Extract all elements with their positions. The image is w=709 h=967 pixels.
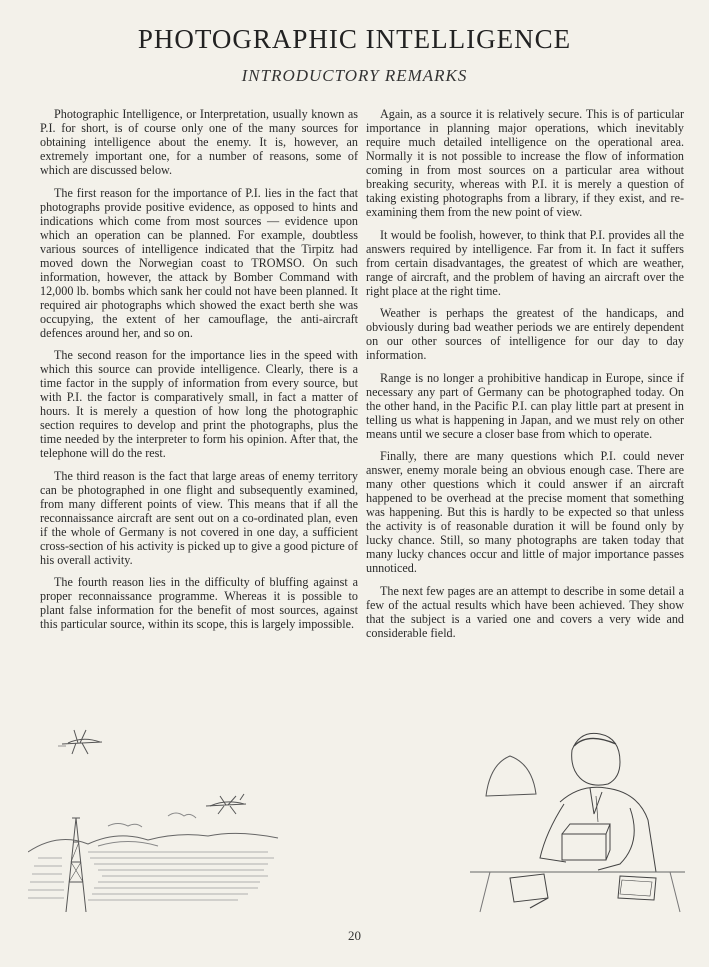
interpreter-illustration <box>470 722 685 922</box>
page-number: 20 <box>348 928 361 943</box>
paragraph: Finally, there are many questions which P.I. could never answer, enemy morale being an obvious enough case. There are many other questions which it could answer if an aircraft happened to be overhead at the precise moment that something was happening. But this is hardly to be expected so that unless the activity is of reasonable duration it will be found only by lucky chance. Still, so many photographs are taken today that many lucky chances occur and little of major importance passes unnoticed. <box>366 449 684 575</box>
stereoscope-icon <box>562 824 610 860</box>
paragraph: The second reason for the importance lies in the speed with which this source can provide intelligence. Clearly, there is a time factor in the supply of information from every source, but with P.I. the factor is comparatively small, in fact a matter of hours. It is merely a question of how long the photographic section requires to develop and print the photographs, plus the time needed by the interpreter to form his opinion. After that, the telephone will do the rest. <box>40 348 358 460</box>
aircraft-icon <box>58 730 102 754</box>
photograph-icon <box>510 874 548 902</box>
page-subtitle: INTRODUCTORY REMARKS <box>241 66 468 85</box>
radar-mast-icon <box>66 818 86 912</box>
right-column <box>366 107 684 648</box>
aircraft-coast-illustration <box>28 722 288 922</box>
aircraft-icon <box>206 794 246 814</box>
paragraph: Weather is perhaps the greatest of the handicaps, and obviously during bad weather periods we are entirely dependent on our other sources of intelligence for our day to day information. <box>366 306 684 362</box>
paragraph: The first reason for the importance of P.I. lies in the fact that photographs provide positive evidence, as opposed to hints and indications which come from most sources — evidence upon which an operation can be planned. For example, doubtless various sources of intelligence indicated that the Tirpitz had moved down the Norwegian coast to TROMSO. On such information, however, the attack by Bomber Command with 12,000 lb. bombs which sank her could not have been planned. It required air photographs which showed the exact berth she was occupying, the extent of her camouflage, the anti-aircraft defences around her, and so on. <box>40 185 358 340</box>
paragraph: Range is no longer a prohibitive handicap in Europe, since if necessary any part of Germany can be photographed today. On the other hand, in the Pacific P.I. can play little part at present in telling us what is happening in Japan, and we must rely on other means until we secure a closer base from which to operate. <box>366 370 684 441</box>
paragraph: It would be foolish, however, to think that P.I. provides all the answers required by intelligence. Far from it. In fact it suffers from certain disadvantages, the greatest of which are weather, range of aircraft, and the problem of having an aircraft over the right place at the right time. <box>366 227 684 298</box>
head-icon <box>572 733 620 785</box>
left-column <box>40 107 358 640</box>
paragraph: The third reason is the fact that large areas of enemy territory can be photographed in one flight and subsequently examined, from many different points of view. This means that if all the reconnaissance aircraft are sent out on a co-ordinated plan, even if the whole of Germany is not covered in one day, a sufficient cross-section of his activity is picked up to give a good picture of his overall activity. <box>40 468 358 567</box>
photograph-icon <box>618 876 656 900</box>
paragraph: Photographic Intelligence, or Interpretation, usually known as P.I. for short, is of course only one of the many sources for obtaining intelligence about the enemy. It is, however, an extremely important one, for a number of reasons, some of which are discussed below. <box>40 107 358 177</box>
paragraph: Again, as a source it is relatively secure. This is of particular importance in planning major operations, which inevitably require much detailed intelligence on the operational area. Normally it is not possible to increase the flow of information coming in from most sources on a particular area without breaking security, whereas with P.I. it is merely a question of taking existing photographs from a library, if they exist, and re-examining them from the new point of view. <box>366 107 684 219</box>
paragraph: The fourth reason lies in the difficulty of bluffing against a proper reconnaissance programme. Whereas it is possible to plant false information for the benefit of most sources, against this particular source, within its scope, this is largely impossible. <box>40 575 358 631</box>
paragraph: The next few pages are an attempt to describe in some detail a few of the actual results which have been achieved. They show that the subject is a varied one and covers a very wide and considerable field. <box>366 583 684 640</box>
page-title: PHOTOGRAPHIC INTELLIGENCE <box>137 24 572 54</box>
lamp-icon <box>486 756 536 796</box>
